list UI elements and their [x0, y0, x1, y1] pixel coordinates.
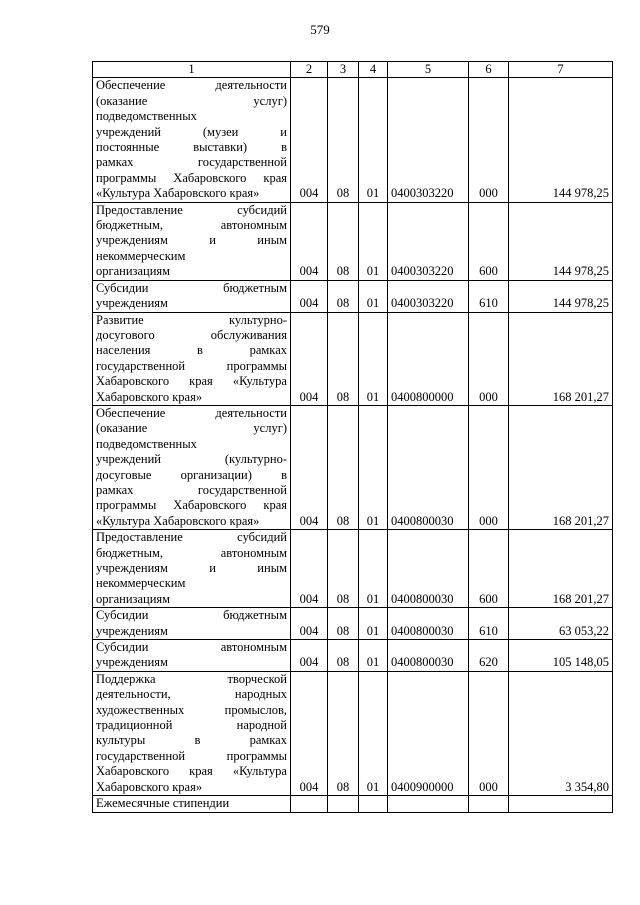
table-row	[93, 312, 613, 405]
cell-ministry-code: 004	[291, 78, 328, 202]
cell-ministry-code: 004	[291, 312, 328, 405]
cell-expense-type: 000	[469, 312, 509, 405]
cell-amount: 105 148,05	[509, 640, 613, 672]
cell-amount: 168 201,27	[509, 312, 613, 405]
cell-ministry-code: 004	[291, 640, 328, 672]
cell-section: 08	[328, 405, 359, 529]
row-description	[93, 640, 291, 672]
row-description	[93, 202, 291, 280]
table-row	[93, 671, 613, 795]
cell-subsection: 01	[359, 202, 388, 280]
cell-subsection: 01	[359, 405, 388, 529]
cell-expense-type: 610	[469, 280, 509, 312]
cell-target-article	[388, 796, 469, 812]
cell-amount: 144 978,25	[509, 202, 613, 280]
description-line: учреждениям	[96, 296, 168, 311]
cell-target-article: 0400800030	[388, 405, 469, 529]
row-description	[93, 796, 291, 812]
cell-section: 08	[328, 202, 359, 280]
page-number: 579	[310, 22, 330, 37]
description-line: художественных промыслов,	[96, 702, 287, 717]
description-line: учреждениям	[96, 655, 168, 670]
description-line: рамках государственной	[96, 482, 287, 497]
cell-section: 08	[328, 530, 359, 608]
description-line: Хабаровского края «Культура	[96, 764, 287, 779]
table-row	[93, 796, 613, 812]
cell-section: 08	[328, 78, 359, 202]
cell-subsection: 01	[359, 640, 388, 672]
cell-subsection: 01	[359, 608, 388, 640]
header-cell: 4	[359, 62, 388, 78]
table-row	[93, 202, 613, 280]
description-line: государственной программы	[96, 748, 287, 763]
description-line: Субсидии бюджетным	[96, 280, 287, 295]
cell-section: 08	[328, 671, 359, 795]
row-description	[93, 405, 291, 529]
cell-amount: 63 053,22	[509, 608, 613, 640]
cell-expense-type: 000	[469, 405, 509, 529]
description-line: Ежемесячные стипендии	[96, 796, 230, 811]
table-row	[93, 640, 613, 672]
description-line: учреждений (культурно-	[96, 452, 287, 467]
table-header-row	[93, 62, 613, 78]
description-line: некоммерческим	[96, 248, 186, 263]
description-line: (оказание услуг)	[96, 93, 287, 108]
description-line: Хабаровского края»	[96, 389, 203, 404]
cell-section	[328, 796, 359, 812]
cell-expense-type: 620	[469, 640, 509, 672]
row-description	[93, 280, 291, 312]
description-line: досуговые организации) в	[96, 467, 287, 482]
header-cell: 7	[509, 62, 613, 78]
table-row	[93, 280, 613, 312]
cell-ministry-code: 004	[291, 280, 328, 312]
description-line: государственной программы	[96, 358, 287, 373]
description-line: некоммерческим	[96, 576, 186, 591]
cell-ministry-code: 004	[291, 671, 328, 795]
cell-section: 08	[328, 608, 359, 640]
cell-amount: 168 201,27	[509, 530, 613, 608]
row-description	[93, 530, 291, 608]
description-line: постоянные выставки) в	[96, 140, 287, 155]
cell-subsection: 01	[359, 312, 388, 405]
row-description	[93, 312, 291, 405]
cell-expense-type	[469, 796, 509, 812]
cell-section: 08	[328, 280, 359, 312]
header-cell: 1	[93, 62, 291, 78]
cell-subsection: 01	[359, 671, 388, 795]
description-line: Обеспечение деятельности	[96, 78, 287, 93]
description-line: программы Хабаровского края	[96, 498, 287, 513]
cell-subsection: 01	[359, 78, 388, 202]
table-row	[93, 78, 613, 202]
description-line: населения в рамках	[96, 343, 287, 358]
description-line: учреждениям	[96, 623, 168, 638]
cell-ministry-code: 004	[291, 530, 328, 608]
description-line: учреждениям и иным	[96, 561, 287, 575]
header-cell: 5	[388, 62, 469, 78]
description-line: Предоставление субсидий	[96, 530, 287, 545]
cell-ministry-code: 004	[291, 202, 328, 280]
cell-amount: 3 354,80	[509, 671, 613, 795]
header-cell: 2	[291, 62, 328, 78]
description-line: организациям	[96, 591, 171, 606]
description-line: организациям	[96, 264, 171, 279]
description-line: Развитие культурно-	[96, 312, 287, 327]
table-row	[93, 608, 613, 640]
cell-section: 08	[328, 640, 359, 672]
budget-table	[92, 61, 613, 813]
description-line: программы Хабаровского края	[96, 170, 287, 185]
cell-target-article: 0400800030	[388, 530, 469, 608]
description-line: деятельности, народных	[96, 687, 287, 702]
cell-expense-type: 610	[469, 608, 509, 640]
header-cell: 6	[469, 62, 509, 78]
description-line: (оказание услуг)	[96, 421, 287, 436]
cell-expense-type: 600	[469, 202, 509, 280]
cell-amount: 144 978,25	[509, 78, 613, 202]
description-line: подведомственных	[96, 436, 197, 451]
row-description	[93, 608, 291, 640]
cell-amount: 144 978,25	[509, 280, 613, 312]
description-line: Субсидии бюджетным	[96, 608, 287, 623]
description-line: «Культура Хабаровского края»	[96, 513, 260, 528]
cell-target-article: 0400303220	[388, 280, 469, 312]
description-line: Хабаровского края»	[96, 779, 203, 794]
cell-ministry-code: 004	[291, 608, 328, 640]
cell-expense-type: 000	[469, 78, 509, 202]
description-line: Субсидии автономным	[96, 640, 287, 655]
cell-amount: 168 201,27	[509, 405, 613, 529]
description-line: бюджетным, автономным	[96, 218, 287, 233]
row-description	[93, 671, 291, 795]
table-row	[93, 405, 613, 529]
cell-subsection: 01	[359, 530, 388, 608]
cell-target-article: 0400800030	[388, 640, 469, 672]
description-line: учреждениям и иным	[96, 233, 287, 248]
description-line: досугового обслуживания	[96, 327, 287, 342]
cell-subsection	[359, 796, 388, 812]
cell-expense-type: 600	[469, 530, 509, 608]
cell-target-article: 0400303220	[388, 78, 469, 202]
cell-expense-type: 000	[469, 671, 509, 795]
cell-subsection: 01	[359, 280, 388, 312]
description-line: традиционной народной	[96, 718, 287, 733]
description-line: рамках государственной	[96, 155, 287, 170]
cell-section: 08	[328, 312, 359, 405]
description-line: Поддержка творческой	[96, 671, 287, 686]
cell-target-article: 0400800000	[388, 312, 469, 405]
cell-ministry-code	[291, 796, 328, 812]
cell-target-article: 0400800030	[388, 608, 469, 640]
cell-amount	[509, 796, 613, 812]
cell-target-article: 0400303220	[388, 202, 469, 280]
row-description	[93, 78, 291, 202]
table-row	[93, 530, 613, 608]
cell-ministry-code: 004	[291, 405, 328, 529]
description-line: «Культура Хабаровского края»	[96, 186, 260, 201]
description-line: учреждений (музеи и	[96, 124, 287, 139]
description-line: Обеспечение деятельности	[96, 405, 287, 420]
cell-target-article: 0400900000	[388, 671, 469, 795]
description-line: подведомственных	[96, 109, 197, 124]
description-line: культуры в рамках	[96, 733, 287, 748]
description-line: Хабаровского края «Культура	[96, 374, 287, 389]
description-line: Предоставление субсидий	[96, 202, 287, 217]
header-cell: 3	[328, 62, 359, 78]
description-line: бюджетным, автономным	[96, 545, 287, 560]
